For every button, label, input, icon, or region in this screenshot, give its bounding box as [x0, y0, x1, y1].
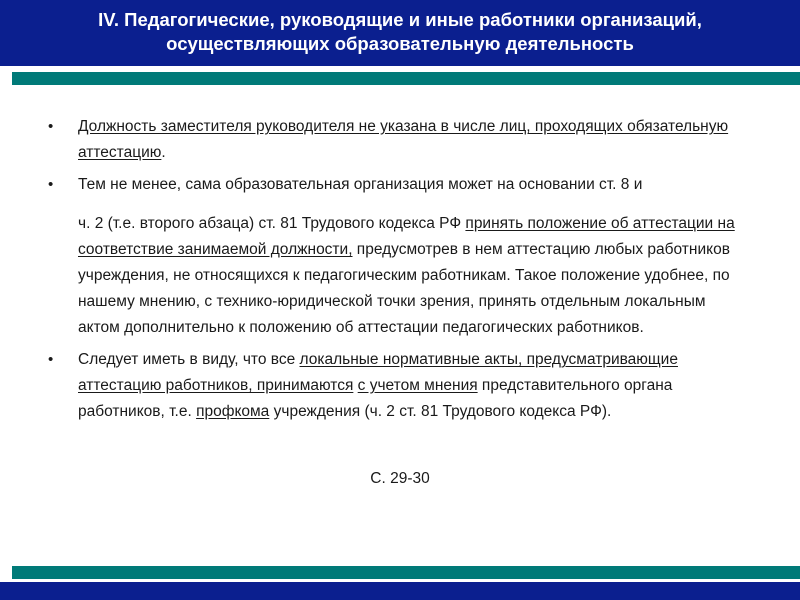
bullet-1-period: .: [161, 144, 166, 161]
bullet-2-underlined-text: принять положение об аттестации на соответствие занимаемой должности,: [78, 215, 735, 258]
slide-body: [48, 114, 748, 431]
bullet-dot: •: [48, 176, 54, 193]
bullet-item-1: [48, 114, 748, 166]
bullet-1-underlined-text: Должность заместителя руководителя не указана в числе лиц, проходящих обязательную аттестацию: [78, 118, 729, 161]
slide-title-line-2: осуществляющих образовательную деятельность: [166, 33, 634, 54]
bullet-dot: •: [48, 351, 54, 368]
bullet-3-underlined-union: профкома: [196, 403, 270, 420]
top-teal-stripe: [12, 72, 800, 85]
bullet-3-underlined-opinion: с учетом мнения: [357, 377, 478, 394]
bullet-3-part-1: Следует иметь в виду, что все: [78, 351, 300, 368]
bottom-teal-stripe: [12, 566, 800, 579]
bullet-3-underlined-acts: локальные нормативные акты, предусматривающие аттестацию работников, принимаются: [78, 351, 678, 394]
bullet-item-3: [48, 347, 748, 425]
bullet-list: [48, 114, 748, 425]
bullet-2-line-1: Тем не менее, сама образовательная организация может на основании ст. 8 и: [78, 176, 643, 193]
bullet-dot: •: [48, 118, 54, 135]
bullet-2-part-2: ч. 2 (т.е. второго абзаца) ст. 81 Трудового кодекса РФ: [78, 215, 466, 232]
footer-bar: [0, 582, 800, 600]
page-reference: С. 29-30: [370, 470, 430, 487]
slide-title-line-1: IV. Педагогические, руководящие и иные работники организаций,: [98, 9, 702, 30]
bullet-3-part-7: учреждения (ч. 2 ст. 81 Трудового кодекса РФ).: [269, 403, 612, 420]
slide-header: [0, 0, 800, 66]
bullet-2-part-4: предусмотрев в нем аттестацию любых работников учреждения, не относящихся к педагогическим работникам. Такое положение удобнее, по нашему мнению, с технико-юридической точки зрения, принять отдельным локальным актом дополнительно к положению об аттестации педагогических работников.: [78, 241, 730, 336]
bullet-3-part-5: представительного органа работников, т.е.: [78, 377, 673, 420]
bullet-item-2: [48, 172, 748, 341]
